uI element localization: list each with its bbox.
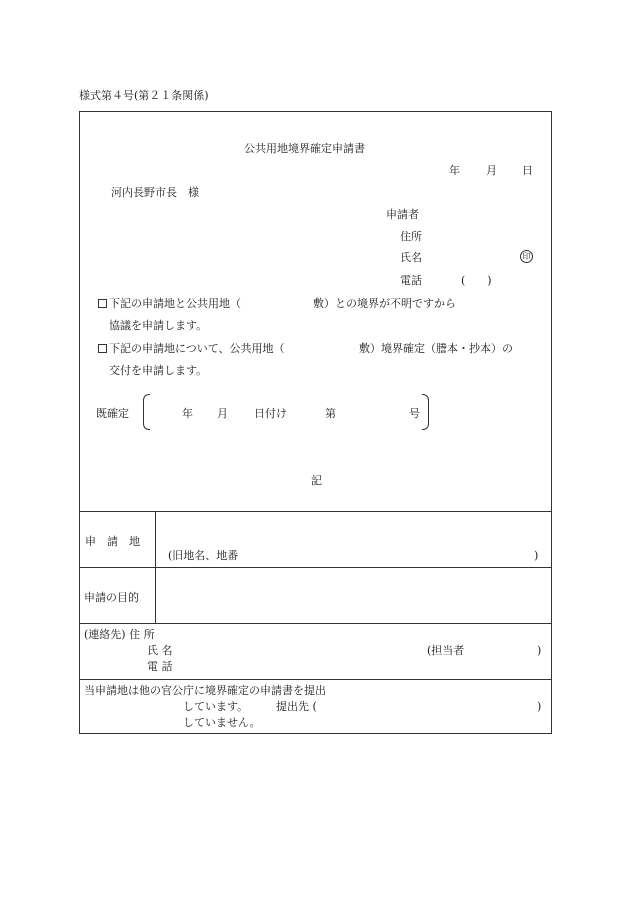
option-1-text-a: 下記の申請地と公共用地（	[109, 297, 241, 310]
divider	[79, 679, 552, 680]
submit-to: 提出先 (	[276, 700, 317, 713]
person-close-paren: )	[537, 644, 542, 657]
person-in-charge: (担当者	[427, 644, 465, 657]
form-title: 公共用地境界確定申請書	[244, 142, 365, 155]
purpose-label: 申請の目的	[84, 591, 139, 604]
option-1-line2: 協議を申請します。	[109, 319, 208, 332]
other-office-line: 当申請地は他の官公庁に境界確定の申請書を提出	[84, 684, 326, 697]
submit-close-paren: )	[537, 700, 542, 713]
name-label: 氏名	[400, 251, 422, 264]
submitted-text: しています。	[183, 700, 249, 713]
option-2-checkbox[interactable]	[98, 344, 107, 353]
date-month: 月	[486, 164, 497, 177]
existing-label: 既確定	[96, 407, 129, 420]
existing-dai: 第	[325, 407, 336, 420]
purpose-input[interactable]	[160, 572, 546, 618]
site-input[interactable]	[168, 530, 538, 546]
date-day: 日	[522, 164, 533, 177]
ki-heading: 記	[311, 474, 322, 487]
option-1-text-b: 敷）との境界が不明ですから	[313, 297, 456, 310]
phone-label: 電話	[400, 274, 422, 287]
option-2-line2: 交付を申請します。	[109, 364, 208, 377]
option-2-text-a: 下記の申請地について、公共用地（	[109, 342, 285, 355]
column-divider	[155, 511, 156, 623]
site-note: (旧地名、地番	[168, 549, 239, 562]
phone-parens: ( )	[461, 274, 492, 287]
divider	[79, 623, 552, 624]
address-label: 住所	[400, 230, 422, 243]
contact-phone: 電 話	[147, 660, 173, 673]
existing-year: 年	[182, 407, 193, 420]
option-2-text-b: 敷）境界確定（謄本・抄本）の	[359, 342, 513, 355]
right-bracket	[422, 394, 429, 430]
option-2	[98, 342, 285, 356]
existing-month: 月	[217, 407, 228, 420]
not-submitted-text: していません。	[183, 716, 261, 729]
applicant-heading: 申請者	[386, 208, 419, 221]
seal-icon: 印	[520, 250, 533, 263]
option-1-checkbox[interactable]	[98, 299, 107, 308]
date-year: 年	[449, 164, 460, 177]
left-bracket	[143, 394, 150, 430]
divider	[79, 511, 552, 512]
existing-go: 号	[409, 407, 420, 420]
site-close-paren: )	[534, 549, 539, 562]
form-number: 様式第４号(第２１条関係)	[79, 89, 209, 102]
contact-name: 氏 名	[147, 644, 173, 657]
addressee: 河内長野市長 様	[111, 186, 199, 199]
option-1	[98, 297, 241, 311]
contact-label: (連絡先) 住 所	[84, 628, 155, 641]
site-label: 申 請 地	[85, 535, 140, 548]
divider	[79, 567, 552, 568]
existing-dated: 日付け	[254, 407, 287, 420]
